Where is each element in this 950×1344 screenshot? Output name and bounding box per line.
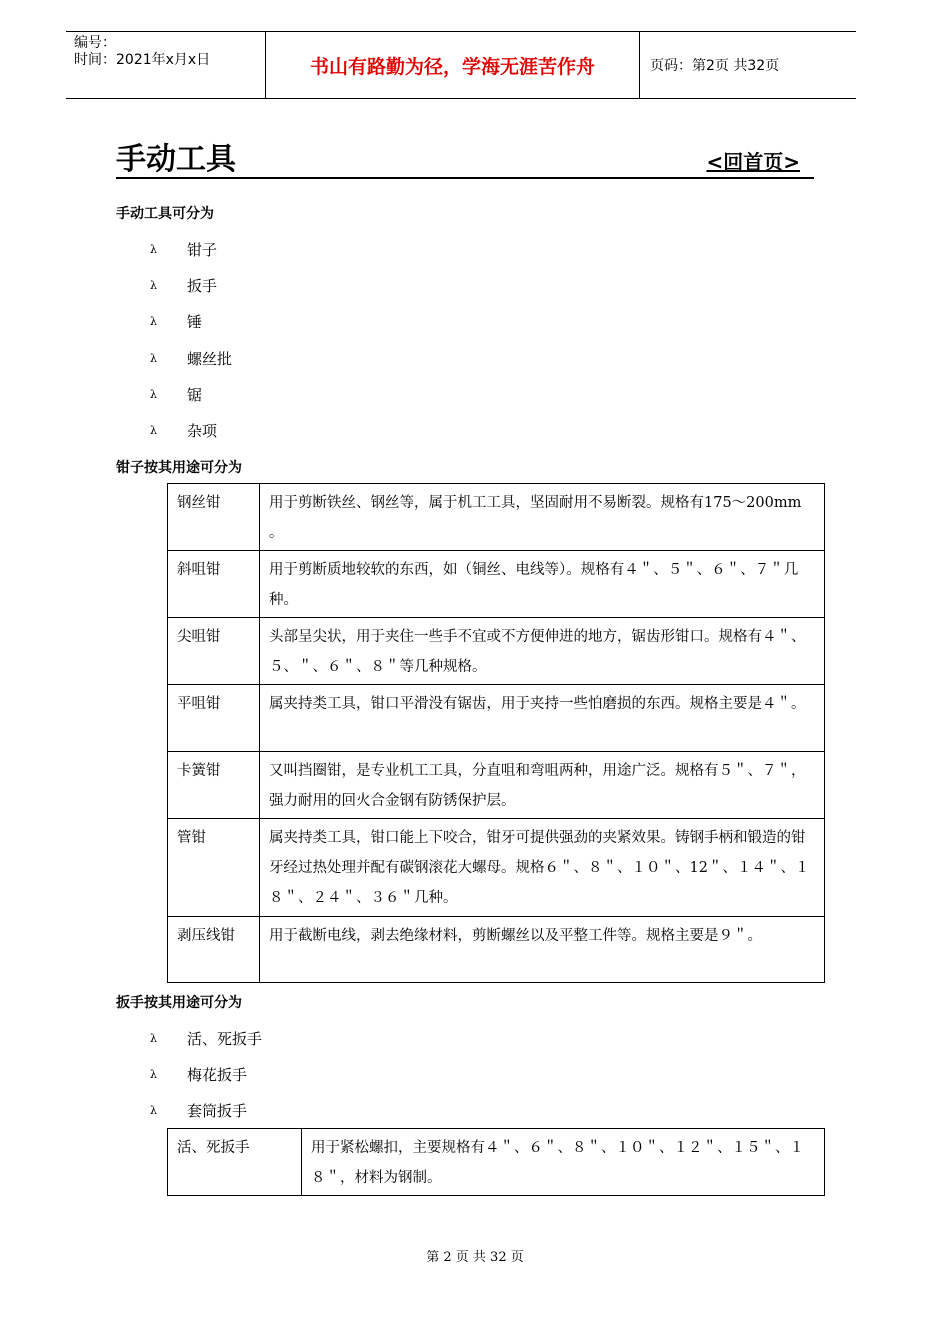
page-footer: 第 2 页 共 32 页 (426, 1250, 524, 1265)
bullet-icon: λ (150, 242, 157, 256)
bullet-icon: λ (150, 351, 157, 365)
header-meta (66, 32, 266, 98)
table-row: 尖咀钳 头部呈尖状，用于夹住一些手不宜或不方便伸进的地方，锯齿形钳口。规格有４＂、５、＂、６＂、８＂等几种规格。 (168, 618, 825, 685)
tool-category-list (150, 231, 450, 449)
list-item: λ 钳子 (150, 240, 218, 259)
table-row: 平咀钳 属夹持类工具，钳口平滑没有锯齿，用于夹持一些怕磨损的东西。规格主要是４＂。 (168, 685, 825, 752)
list-item: λ 活、死扳手 (150, 1029, 263, 1048)
wrench-table (167, 1128, 825, 1196)
table-row: 卡簧钳 又叫挡圈钳，是专业机工工具，分直咀和弯咀两种，用途广泛。规格有５＂、７＂，强力耐用的回火合金钢有防锈保护层。 (168, 752, 825, 819)
bullet-icon: λ (150, 424, 157, 438)
header-page-info: 页码：第2页 共32页 (650, 58, 780, 74)
bullet-icon: λ (150, 1104, 157, 1118)
bullet-icon: λ (150, 278, 157, 292)
section-heading-pliers: 钳子按其用途可分为 (116, 460, 242, 476)
table-row: 活、死扳手 用于紧松螺扣，主要规格有４＂、６＂、８＂、１０＂、１２＂、１５＂、１８＂，材料为钢制。 (168, 1129, 825, 1196)
number-label: 编号： (74, 35, 116, 51)
list-item: λ 锤 (150, 313, 203, 332)
home-link[interactable]: <回首页> (706, 150, 800, 174)
list-item: λ 套筒扳手 (150, 1102, 248, 1121)
table-row: 管钳 属夹持类工具，钳口能上下咬合，钳牙可提供强劲的夹紧效果。铸钢手柄和锻造的钳牙经过热处理并配有碳钢滚花大螺母。规格６＂、８＂、１０＂、12＂、１４＂、１８＂、２４＂、３６＂几种。 (168, 819, 825, 917)
list-item: λ 螺丝批 (150, 349, 233, 368)
time-label: 时间：2021年x月x日 (74, 52, 211, 68)
section-heading-tools: 手动工具可分为 (116, 206, 214, 222)
list-item: λ 扳手 (150, 276, 218, 295)
table-row: 斜咀钳 用于剪断质地较软的东西，如（铜丝、电线等）。规格有４＂、５＂、６＂、７＂几种。 (168, 551, 825, 618)
table-row: 钢丝钳 用于剪断铁丝、钢丝等，属于机工工具，坚固耐用不易断裂。规格有175～200mm 。 (168, 484, 825, 551)
table-row: 剥压线钳 用于截断电线，剥去绝缘材料，剪断螺丝以及平整工件等。规格主要是９＂。 (168, 917, 825, 983)
list-item: λ 杂项 (150, 422, 218, 441)
header-motto: 书山有路勤为径，学海无涯苦作舟 (266, 32, 640, 98)
list-item: λ 梅花扳手 (150, 1065, 248, 1084)
section-heading-wrenches: 扳手按其用途可分为 (116, 995, 242, 1011)
wrench-category-list (150, 1020, 450, 1129)
pliers-table (167, 483, 825, 983)
page-title: 手动工具 (116, 142, 236, 177)
bullet-icon: λ (150, 387, 157, 401)
bullet-icon: λ (150, 315, 157, 329)
page-header (66, 31, 856, 99)
list-item: λ 锯 (150, 385, 203, 404)
bullet-icon: λ (150, 1031, 157, 1045)
bullet-icon: λ (150, 1067, 157, 1081)
title-row (116, 143, 814, 179)
